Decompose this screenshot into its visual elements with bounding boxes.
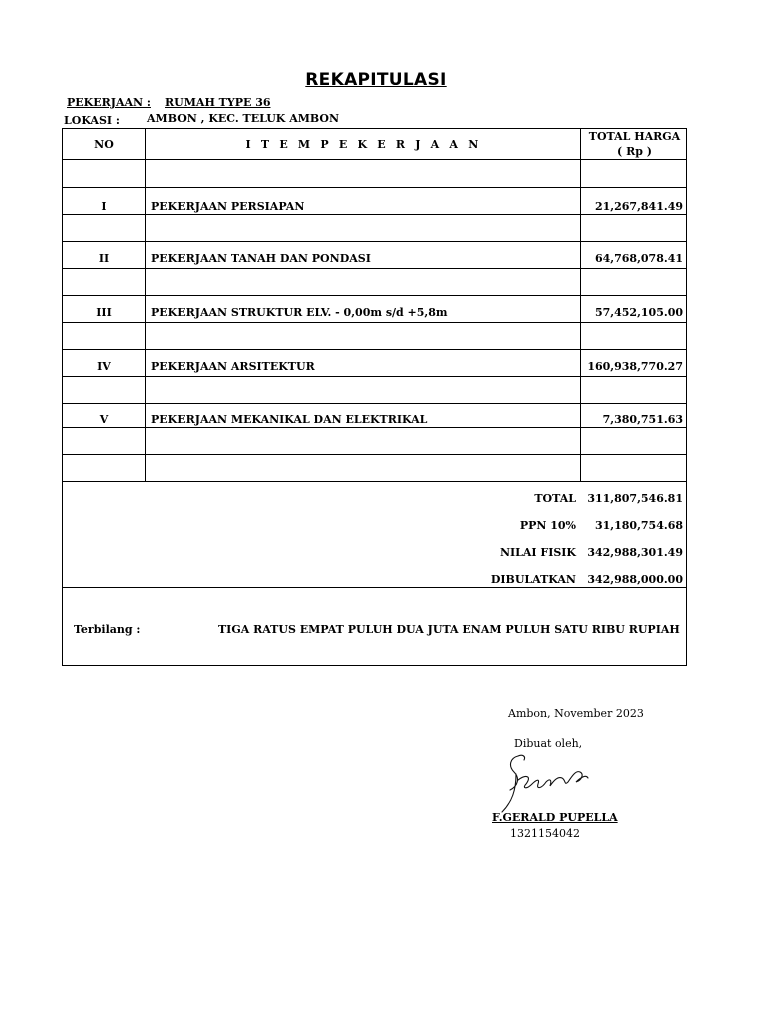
row-divider bbox=[63, 295, 686, 296]
row-divider bbox=[63, 214, 686, 215]
made-by-label: Dibuat oleh, bbox=[514, 737, 583, 750]
row-divider bbox=[63, 187, 686, 188]
pekerjaan-label: PEKERJAAN : bbox=[67, 96, 151, 109]
terbilang-label: Terbilang : bbox=[74, 623, 141, 636]
row-total: 160,938,770.27 bbox=[587, 360, 683, 373]
row-divider bbox=[63, 322, 686, 323]
column-divider-no bbox=[145, 129, 146, 481]
row-divider bbox=[63, 159, 686, 160]
column-divider-total bbox=[580, 129, 581, 481]
summary-value: 342,988,301.49 bbox=[587, 546, 683, 559]
row-divider bbox=[63, 454, 686, 455]
row-divider bbox=[63, 349, 686, 350]
summary-value: 311,807,546.81 bbox=[587, 492, 683, 505]
header-total-line1: TOTAL HARGA bbox=[588, 130, 681, 143]
summary-value: 31,180,754.68 bbox=[594, 519, 683, 532]
row-total: 57,452,105.00 bbox=[594, 306, 683, 319]
summary-label: PPN 10% bbox=[519, 519, 576, 532]
row-divider bbox=[63, 241, 686, 242]
row-item: PEKERJAAN TANAH DAN PONDASI bbox=[151, 252, 371, 265]
row-item: PEKERJAAN STRUKTUR ELV. - 0,00m s/d +5,8m bbox=[151, 306, 448, 319]
row-divider bbox=[63, 587, 686, 588]
place-date: Ambon, November 2023 bbox=[508, 707, 644, 720]
row-item: PEKERJAAN PERSIAPAN bbox=[151, 200, 305, 213]
row-total: 7,380,751.63 bbox=[602, 413, 683, 426]
signature-image bbox=[496, 750, 596, 818]
pekerjaan-value: RUMAH TYPE 36 bbox=[165, 96, 271, 109]
header-no: NO bbox=[94, 138, 114, 151]
row-divider bbox=[63, 481, 686, 482]
lokasi-label: LOKASI : bbox=[64, 114, 120, 127]
summary-label: TOTAL bbox=[534, 492, 576, 505]
lokasi-value: AMBON , KEC. TELUK AMBON bbox=[147, 112, 340, 125]
row-divider bbox=[63, 268, 686, 269]
row-no: V bbox=[99, 413, 109, 426]
rekap-table bbox=[62, 128, 687, 666]
row-divider bbox=[63, 427, 686, 428]
row-no: IV bbox=[97, 360, 111, 373]
signer-id: 1321154042 bbox=[510, 827, 580, 840]
header-total-line2: ( Rp ) bbox=[617, 145, 652, 158]
row-total: 21,267,841.49 bbox=[594, 200, 683, 213]
summary-label: NILAI FISIK bbox=[499, 546, 576, 559]
row-item: PEKERJAAN ARSITEKTUR bbox=[151, 360, 315, 373]
row-total: 64,768,078.41 bbox=[594, 252, 683, 265]
document-title: REKAPITULASI bbox=[305, 70, 447, 90]
row-no: II bbox=[98, 252, 110, 265]
row-item: PEKERJAAN MEKANIKAL DAN ELEKTRIKAL bbox=[151, 413, 428, 426]
row-divider bbox=[63, 403, 686, 404]
row-divider bbox=[63, 376, 686, 377]
row-no: III bbox=[96, 306, 112, 319]
terbilang-text: TIGA RATUS EMPAT PULUH DUA JUTA ENAM PULUH SATU RIBU RUPIAH bbox=[218, 623, 680, 636]
summary-label: DIBULATKAN bbox=[490, 573, 576, 586]
signer-name: F.GERALD PUPELLA bbox=[492, 811, 618, 824]
header-item: I T E M P E K E R J A A N bbox=[245, 138, 482, 151]
row-no: I bbox=[101, 200, 107, 213]
summary-value: 342,988,000.00 bbox=[587, 573, 683, 586]
